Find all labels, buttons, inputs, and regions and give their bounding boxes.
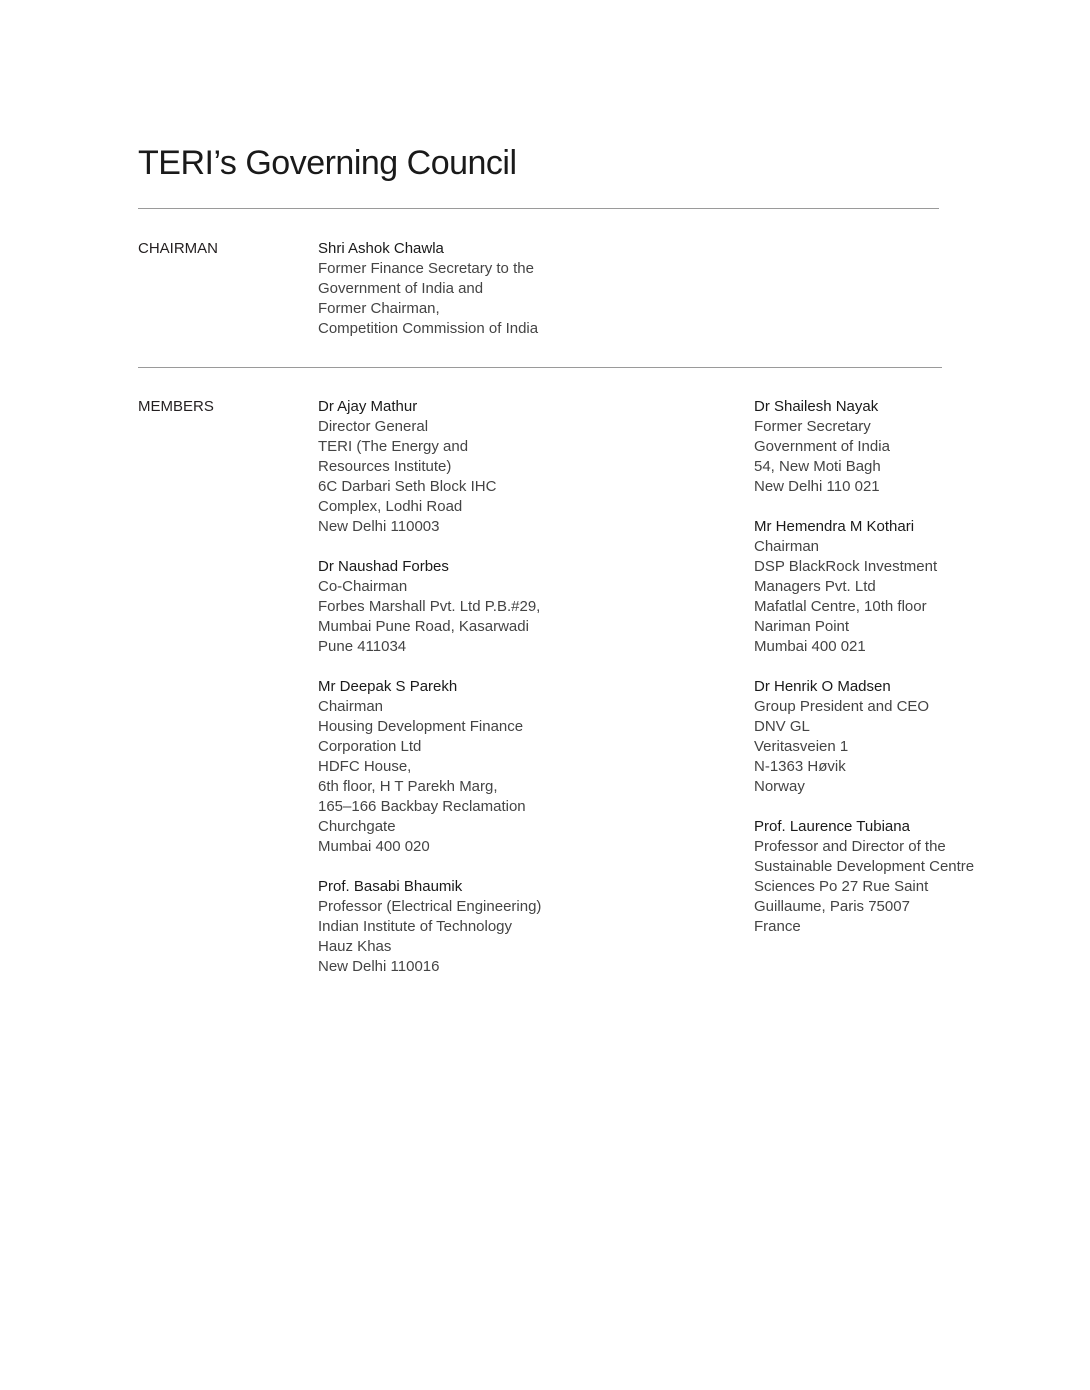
member-detail-line: New Delhi 110003: [318, 518, 440, 535]
member-detail-line: Mumbai Pune Road, Kasarwadi: [318, 618, 529, 635]
member-detail-line: Sustainable Development Centre: [754, 858, 975, 875]
member-entry: [754, 517, 1084, 657]
member-detail-line: Group President and CEO: [754, 698, 930, 715]
member-detail-line: N-1363 Høvik: [754, 758, 846, 775]
member-detail-line: Chairman: [318, 698, 384, 715]
member-entry: [754, 817, 1084, 937]
member-detail-line: Forbes Marshall Pvt. Ltd P.B.#29,: [318, 598, 541, 615]
member-detail-line: Housing Development Finance: [318, 718, 524, 735]
member-detail-line: 6C Darbari Seth Block IHC: [318, 478, 497, 495]
member-detail-line: Hauz Khas: [318, 938, 392, 955]
member-detail-line: New Delhi 110016: [318, 958, 440, 975]
member-detail-line: TERI (The Energy and: [318, 438, 469, 455]
member-entry: [318, 397, 738, 537]
member-detail-line: Mumbai 400 020: [318, 838, 430, 855]
member-detail-line: Former Chairman,: [318, 300, 440, 317]
member-detail-line: Former Secretary: [754, 418, 871, 435]
member-detail-line: DNV GL: [754, 718, 810, 735]
member-detail-line: Sciences Po 27 Rue Saint: [754, 878, 929, 895]
member-entry: [318, 557, 738, 657]
members-left-column: [318, 397, 738, 977]
member-detail-line: Complex, Lodhi Road: [318, 498, 463, 515]
member-detail-line: Director General: [318, 418, 429, 435]
member-detail-line: Veritasveien 1: [754, 738, 849, 755]
member-detail-line: Indian Institute of Technology: [318, 918, 513, 935]
member-detail-line: Government of India: [754, 438, 890, 455]
member-detail-line: New Delhi 110 021: [754, 478, 880, 495]
member-detail-line: Nariman Point: [754, 618, 850, 635]
member-detail-line: Competition Commission of India: [318, 320, 539, 337]
member-name: Mr Hemendra M Kothari: [754, 518, 915, 535]
member-detail-line: Co-Chairman: [318, 578, 408, 595]
member-name: Mr Deepak S Parekh: [318, 678, 458, 695]
member-name: Dr Ajay Mathur: [318, 398, 418, 415]
section-divider: [138, 367, 942, 368]
member-detail-line: Government of India and: [318, 280, 484, 297]
member-detail-line: Mafatlal Centre, 10th floor: [754, 598, 927, 615]
member-entry: [754, 397, 1084, 497]
member-detail-line: Resources Institute): [318, 458, 452, 475]
member-detail-line: Guillaume, Paris 75007: [754, 898, 910, 915]
member-detail-line: HDFC House,: [318, 758, 412, 775]
member-detail-line: France: [754, 918, 801, 935]
members-right-column: [754, 397, 1084, 937]
member-detail-line: Norway: [754, 778, 805, 795]
member-entry: [318, 877, 738, 977]
member-name: Dr Shailesh Nayak: [754, 398, 879, 415]
member-detail-line: Corporation Ltd: [318, 738, 422, 755]
member-detail-line: DSP BlackRock Investment: [754, 558, 938, 575]
member-entry: [318, 677, 738, 857]
member-detail-line: 165–166 Backbay Reclamation: [318, 798, 526, 815]
member-entry: [754, 677, 1084, 797]
chairman-entry: [318, 239, 538, 339]
member-detail-line: 54, New Moti Bagh: [754, 458, 881, 475]
member-name: Prof. Basabi Bhaumik: [318, 878, 463, 895]
member-detail-line: 6th floor, H T Parekh Marg,: [318, 778, 498, 795]
member-detail-line: Former Finance Secretary to the: [318, 260, 534, 277]
member-name: Prof. Laurence Tubiana: [754, 818, 910, 835]
chairman-label: CHAIRMAN: [138, 240, 219, 257]
member-detail-line: Pune 411034: [318, 638, 407, 655]
member-detail-line: Churchgate: [318, 818, 396, 835]
top-divider: [138, 208, 939, 209]
member-name: Dr Henrik O Madsen: [754, 678, 891, 695]
members-label: MEMBERS: [138, 398, 214, 415]
member-detail-line: Managers Pvt. Ltd: [754, 578, 876, 595]
member-detail-line: Mumbai 400 021: [754, 638, 866, 655]
page-title: TERI’s Governing Council: [138, 144, 517, 182]
member-detail-line: Professor (Electrical Engineering): [318, 898, 542, 915]
member-detail-line: Professor and Director of the: [754, 838, 946, 855]
member-name: Dr Naushad Forbes: [318, 558, 449, 575]
member-name: Shri Ashok Chawla: [318, 240, 444, 257]
member-detail-line: Chairman: [754, 538, 820, 555]
